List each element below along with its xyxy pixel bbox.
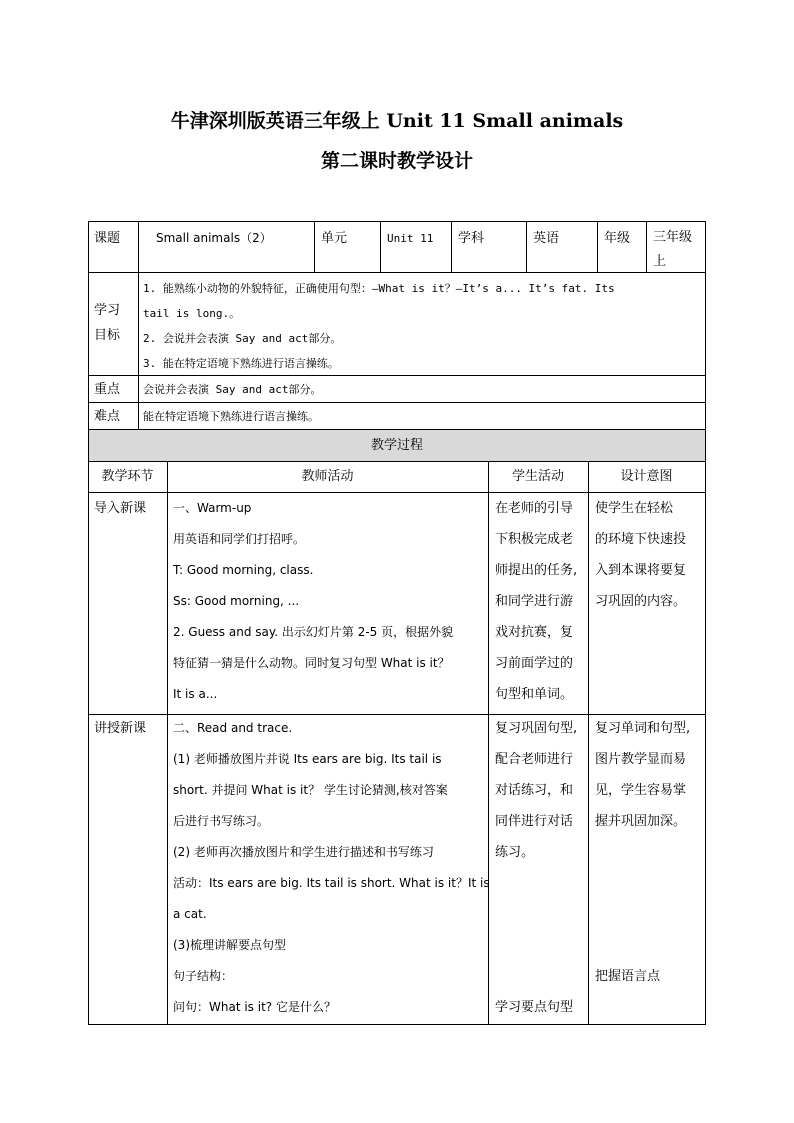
student-line: 和同学进行游 <box>495 594 574 609</box>
student-line: 句型和单词。 <box>495 687 574 702</box>
table-border <box>646 221 647 273</box>
table-border <box>705 221 706 1025</box>
difficulty-label: 难点 <box>94 409 121 424</box>
student-line: 练习。 <box>495 845 535 860</box>
student-line: 在老师的引导 <box>495 501 574 516</box>
teacher-line: 后进行书写练习。 <box>173 814 270 828</box>
objectives-label-line: 学习 <box>94 303 121 318</box>
teacher-line: 特征猜一猜是什么动物。同时复习句型 What is it？ <box>173 656 450 670</box>
grade-value-line: 三年级 <box>653 230 693 245</box>
intent-line: 习巩固的内容。 <box>595 594 687 609</box>
teacher-line: 一、Warm-up <box>173 501 252 515</box>
table-border <box>88 1024 706 1025</box>
student-line: 下积极完成老 <box>495 532 574 547</box>
table-border <box>88 429 706 430</box>
document-subtitle: 第二课时教学设计 <box>320 150 473 172</box>
teacher-line: 问句：What is it? 它是什么？ <box>173 1000 336 1014</box>
intent-line: 使学生在轻松 <box>595 501 674 516</box>
teacher-line: It is a... <box>173 687 218 701</box>
design-intent <box>595 493 686 617</box>
table-border <box>526 221 527 273</box>
table-border <box>597 221 598 273</box>
col-stage-header: 教学环节 <box>101 469 154 484</box>
teacher-activity <box>173 713 490 1023</box>
teacher-line: (1) 老师播放图片并说 Its ears are big. Its tail is <box>173 752 442 766</box>
student-line: 同伴进行对话 <box>495 814 574 829</box>
student-line <box>495 899 577 930</box>
subject-value: 英语 <box>533 231 560 246</box>
grade-label: 年级 <box>604 231 631 246</box>
stage-cell: 导入新课 <box>94 501 147 516</box>
teacher-line: 句子结构： <box>173 969 234 983</box>
student-line: 师提出的任务, <box>495 563 578 578</box>
teacher-line: short. 并提问 What is it？ 学生讨论猜测,核对答案 <box>173 783 448 797</box>
key-point-label: 重点 <box>94 382 121 397</box>
intent-line <box>595 868 690 899</box>
student-line: 戏对抗赛，复 <box>495 625 574 640</box>
intent-line: 入到本课将要复 <box>595 563 687 578</box>
student-line <box>495 868 577 899</box>
table-border <box>314 221 315 273</box>
intent-line: 把握语言点 <box>595 969 661 984</box>
student-line: 对话练习，和 <box>495 783 574 798</box>
teacher-line: 用英语和同学们打招呼。 <box>173 532 306 546</box>
objectives-content <box>143 276 615 376</box>
intent-line <box>595 899 690 930</box>
teacher-line: T: Good morning, class. <box>173 563 314 577</box>
subject-label: 学科 <box>458 231 485 246</box>
student-activity <box>495 493 577 710</box>
teacher-line: 2. Guess and say. 出示幻灯片第 2-5 页，根据外貌 <box>173 625 454 639</box>
col-teacher-header: 教师活动 <box>301 469 354 484</box>
objective-item: 2. 会说并会表演 Say and act部分。 <box>143 332 342 345</box>
table-border <box>167 461 168 1025</box>
grade-value <box>653 226 692 274</box>
student-line: 习前面学过的 <box>495 656 574 671</box>
intent-line <box>595 837 690 868</box>
teacher-line: 二、Read and trace. <box>173 721 293 735</box>
objective-item: 1. 能熟练小动物的外貌特征，正确使用句型：—What is it？—It’s a... It’s fat. Its <box>143 282 615 295</box>
intent-line <box>595 930 690 961</box>
table-border <box>88 461 706 462</box>
topic-label: 课题 <box>94 231 121 246</box>
unit-value: Unit 11 <box>387 232 434 245</box>
table-border <box>88 221 89 1025</box>
intent-line: 握并巩固加深。 <box>595 814 687 829</box>
process-header: 教学过程 <box>370 438 423 453</box>
design-intent <box>595 713 690 992</box>
intent-line: 见，学生容易掌 <box>595 783 687 798</box>
intent-line: 图片教学显而易 <box>595 752 687 767</box>
table-border <box>88 272 706 273</box>
table-border <box>380 221 381 273</box>
student-activity <box>495 713 577 1023</box>
col-student-header: 学生活动 <box>511 469 564 484</box>
student-line <box>495 961 577 992</box>
document-title: 牛津深圳版英语三年级上 Unit 11 Small animals <box>170 110 624 132</box>
table-border <box>588 461 589 1025</box>
objectives-label <box>94 298 120 348</box>
grade-value-line: 上 <box>653 254 667 269</box>
intent-line: 的环境下快速投 <box>595 532 687 547</box>
table-border <box>88 402 706 403</box>
teacher-line: a cat. <box>173 907 207 921</box>
teacher-line: Ss: Good morning, ... <box>173 594 300 608</box>
intent-line: 复习单词和句型, <box>595 721 691 736</box>
table-border <box>451 221 452 273</box>
student-line: 学习要点句型 <box>495 1000 574 1015</box>
stage-cell: 讲授新课 <box>94 721 147 736</box>
table-border <box>88 221 706 222</box>
topic-value: Small animals（2） <box>156 231 272 245</box>
difficulty-value: 能在特定语境下熟练进行语言操练。 <box>143 410 319 423</box>
objective-item: 3. 能在特定语境下熟练进行语言操练。 <box>143 357 339 370</box>
student-line: 配合老师进行 <box>495 752 574 767</box>
objectives-label-line: 目标 <box>94 328 121 343</box>
teacher-activity <box>173 493 453 710</box>
objective-item: tail is long.。 <box>143 307 241 320</box>
key-point-value: 会说并会表演 Say and act部分。 <box>143 383 322 396</box>
col-intent-header: 设计意图 <box>620 469 673 484</box>
student-line: 复习巩固句型, <box>495 721 578 736</box>
student-line <box>495 930 577 961</box>
unit-label: 单元 <box>321 231 348 246</box>
teacher-line: 活动：Its ears are big. Its tail is short. What is it？It is <box>173 876 490 890</box>
teacher-line: (2) 老师再次播放图片和学生进行描述和书写练习 <box>173 845 434 859</box>
table-border <box>138 221 139 430</box>
teacher-line: (3)梳理讲解要点句型 <box>173 938 286 952</box>
